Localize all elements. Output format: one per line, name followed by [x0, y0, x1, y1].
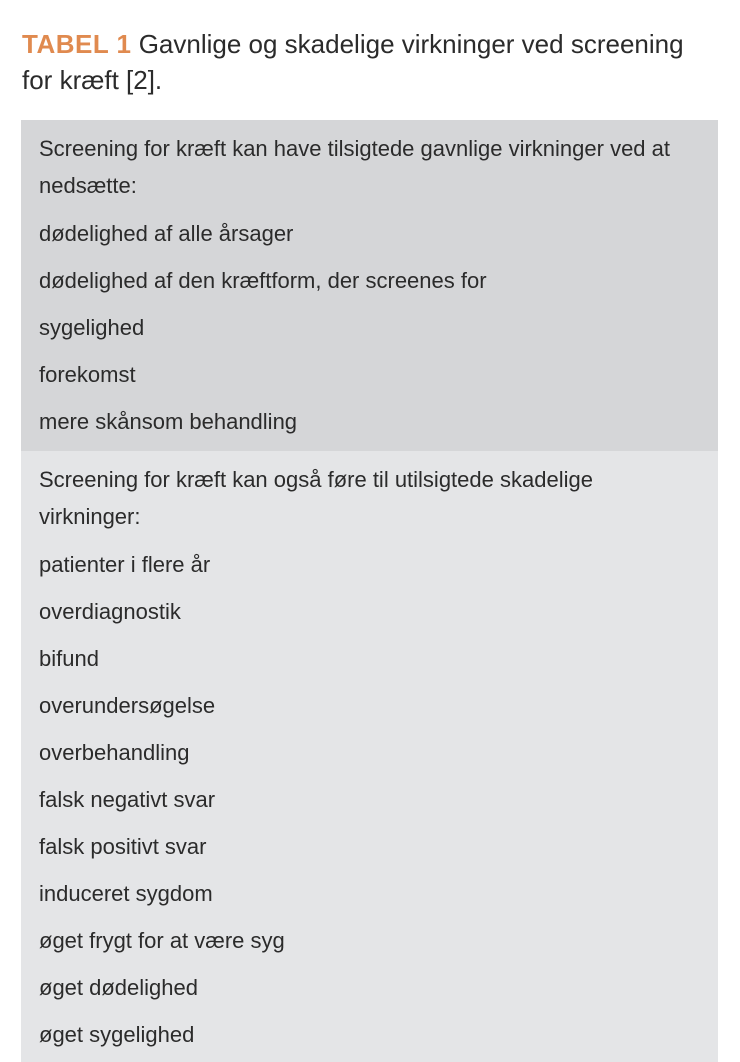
harms-intro: Screening for kræft kan også føre til utilsigtede skadelige virkninger: [39, 467, 593, 529]
benefit-item: sygelighed [39, 315, 145, 340]
harm-item: induceret sygdom [39, 881, 213, 906]
harm-item: patienter i flere år [39, 552, 211, 577]
table-caption [22, 26, 712, 98]
harm-item: overbehandling [39, 740, 190, 765]
harm-item: bifund [39, 646, 99, 671]
benefits-section [21, 120, 718, 451]
harm-item: øget frygt for at være syg [39, 928, 285, 953]
benefit-item: dødelighed af alle årsager [39, 221, 294, 246]
harm-item: overdiagnostik [39, 599, 181, 624]
benefit-item: mere skånsom behandling [39, 409, 298, 434]
harm-item: øget dødelighed [39, 975, 198, 1000]
benefit-item: dødelighed af den kræftform, der screenes for [39, 268, 487, 293]
harm-item: falsk positivt svar [39, 834, 207, 859]
benefits-intro: Screening for kræft kan have tilsigtede gavnlige virkninger ved at nedsætte: [39, 136, 671, 198]
harm-item: overundersøgelse [39, 693, 216, 718]
harm-item: øget sygelighed [39, 1022, 195, 1047]
screening-table [21, 120, 718, 1062]
table-title: Gavnlige og skadelige virkninger ved screening for kræft [2]. [22, 29, 684, 95]
table-label: TABEL 1 [22, 29, 132, 59]
harm-item: falsk negativt svar [39, 787, 216, 812]
harms-section [21, 451, 718, 1062]
benefit-item: forekomst [39, 362, 136, 387]
